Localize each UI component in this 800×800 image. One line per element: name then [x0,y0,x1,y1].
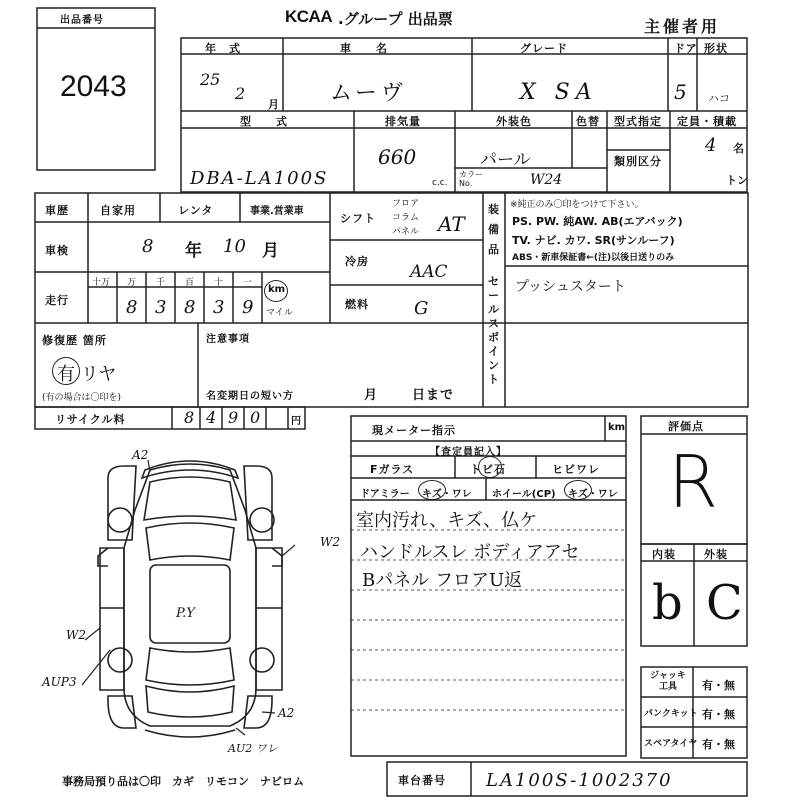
color-no-label: カラー No. [459,170,483,188]
mark-left-rear: AUP3 [42,675,77,689]
mileage-digit-10k: 8 [126,297,138,318]
grade-value: X SA [520,80,598,105]
shift-label: シフト [340,212,376,225]
appraiser-note-2: ハンドルスレ ボディアアセ [360,542,580,563]
mileage-digit-10: 3 [213,297,225,318]
inspection-month-unit: 月 [262,241,279,261]
model-label: 型 式 [240,115,288,128]
wheel-options: キズ・ワレ [568,489,618,500]
tobi-circle [478,456,502,478]
month-unit: 月 [268,98,279,111]
door-value: 5 [674,80,687,104]
repair-note: (有の場合は〇印を) [42,393,122,403]
jack-label: ジャッキ工具 [650,671,686,692]
capacity-unit: 名 [733,142,744,155]
ac-label: 冷房 [345,255,369,268]
organizer-label: 主催者用 [644,17,721,36]
hibi-label: ヒビワレ [552,463,600,476]
sales-point-label: セールスポイント [488,275,500,386]
history-business: 事業.営業車 [250,206,304,217]
exterior-value: C [706,575,743,631]
expiry-month-unit: 月 [364,388,379,403]
door-mirror-label: ドアミラー [360,489,410,500]
keys-note: 事務局預り品は〇印 カギ リモコン ナビロム [62,775,304,788]
color-change-label: 色替 [576,115,600,128]
mileage-digit-1k: 3 [155,297,167,318]
exterior-color-label: 外装色 [496,115,532,128]
lot-number-label: 出品番号 [60,15,104,26]
shape-label: 形状 [704,42,728,55]
mileage-digit-1: 9 [242,297,254,318]
inspection-year-value: 8 [142,236,154,257]
ac-value: AAC [410,262,448,282]
form-title: .グループ 出品票 [338,10,453,28]
short-expiry-label: 名変期日の短い方 [206,391,294,402]
sales-point-value: プッシュスタート [515,279,626,295]
history-label: 車歴 [45,204,69,217]
lot-number: 2043 [60,70,127,103]
cc-unit: c.c. [432,178,448,188]
equipment-note: ※純正のみ〇印をつけて下さい。 [510,200,644,210]
model-value: DBA-LA100S [190,168,329,189]
month-value: 2 [235,84,246,103]
appraiser-label: 【査定員記入】 [430,447,507,458]
mark-roof: P.Y [176,606,195,621]
expiry-day-unit: 日まで [412,388,455,403]
mark-right-side: W2 [320,535,340,549]
ton-unit: トン [726,174,748,187]
recycle-digit-2: 4 [206,408,217,427]
repair-label: 修復歴 箇所 [42,334,107,347]
equipment-line1: PS. PW. 純AW. AB(エアバック) [512,215,683,228]
door-label: ドア [674,42,698,55]
puncture-yes-no: 有・無 [702,708,735,721]
wheel-circle [564,480,592,500]
exterior-color-value: パール [480,150,531,170]
mileage-unit-100: 百 [185,278,195,288]
car-name-value: ムーヴ [330,81,407,106]
type-spec-label: 型式指定 [614,115,662,128]
meter-label: 現メーター指示 [372,424,456,437]
rating-value: R [668,440,719,524]
equipment-line2: TV. ナビ. カワ. SR(サンルーフ) [512,234,675,247]
displacement-value: 660 [378,145,417,169]
f-glass-label: Fガラス [370,463,415,476]
recycle-digit-4: 0 [250,408,261,427]
mileage-unit-1: 一 [243,278,253,288]
mileage-unit-100k: 十万 [92,278,111,288]
capacity-label: 定員・積載 [677,115,737,128]
color-no-value: W24 [530,172,563,188]
notes-label: 注意事項 [206,334,250,345]
mark-front: A2 [132,448,149,462]
repair-value: 有 リヤ [57,364,117,385]
chassis-label: 車台番号 [398,774,446,787]
door-mirror-options: キズ・ワレ [422,489,472,500]
door-mirror-circle [418,480,446,500]
recycle-digit-1: 8 [184,408,195,427]
spare-label: スペアタイヤ [644,739,698,749]
km-label: km [268,284,286,295]
inspection-month-value: 10 [223,236,246,257]
spare-yes-no: 有・無 [702,738,735,751]
puncture-label: パンクキット [644,709,698,719]
shift-value: AT [438,212,465,236]
car-name-label: 車 名 [340,42,388,55]
appraiser-note-1: 室内汚れ、キズ、仏ケ [356,510,538,531]
mileage-unit-1k: 千 [156,278,166,288]
capacity-value: 4 [705,135,717,156]
recycle-digit-3: 9 [228,408,239,427]
mark-rear: AU2 ワレ [228,742,278,755]
recycle-unit: 円 [291,416,301,427]
shift-floor: フロア [392,199,420,209]
displacement-label: 排気量 [385,115,421,128]
fuel-label: 燃料 [345,298,369,311]
tobi-label: トビ石 [470,463,506,476]
mileage-unit-10k: 万 [127,278,137,288]
wheel-label: ホイール(CP) [492,489,556,500]
inspection-label: 車検 [45,244,69,257]
interior-label: 内装 [652,548,676,561]
mark-left-side: W2 [66,628,86,642]
mark-rear-right: A2 [278,706,295,720]
inspection-year-unit: 年 [185,241,202,261]
mileage-unit-10: 十 [214,278,224,288]
grade-label: グレード [520,42,568,55]
rating-label: 評価点 [668,420,704,433]
shape-value: ハコ [708,92,730,105]
history-private: 自家用 [100,204,136,217]
fuel-value: G [414,298,429,319]
meter-unit: km [608,422,626,433]
mileage-digit-100: 8 [184,297,196,318]
jack-yes-no: 有・無 [702,679,735,692]
shift-column: コラム [392,213,419,223]
year-value: 25 [200,70,221,89]
exterior-label: 外装 [704,548,728,561]
recycle-label: リサイクル料 [55,413,126,426]
kcaa-logo: KCAA [285,7,333,26]
mile-label: マイル [266,308,293,318]
appraiser-note-3: Bパネル フロアU返 [362,570,523,591]
category-label: 類別区分 [614,155,662,168]
equipment-label: 装備品 [488,203,500,256]
year-label: 年 式 [205,42,241,55]
shift-panel: パネル [392,227,420,237]
history-rental: レンタ [178,204,214,217]
interior-value: b [652,575,683,631]
equipment-line3: ABS・新車保証書←(注)以後日送りのみ [512,253,675,263]
mileage-label: 走行 [45,294,69,307]
chassis-value: LA100S-1002370 [486,770,673,791]
